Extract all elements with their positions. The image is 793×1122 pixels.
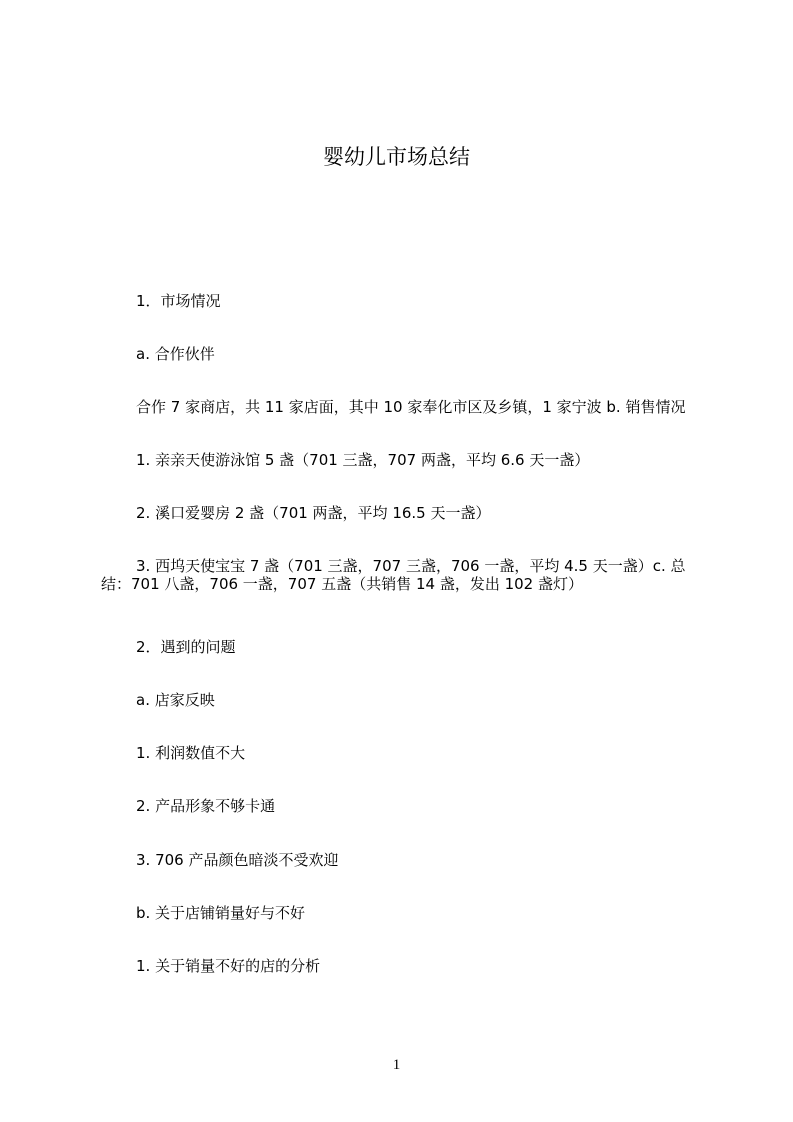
subheading-store-feedback: a. 店家反映 — [136, 691, 215, 709]
paragraph-partners-detail: 合作 7 家商店，共 11 家店面，其中 10 家奉化市区及乡镇，1 家宁波 b. 销售情况 — [136, 398, 686, 416]
list-item-store-analysis-1: 1. 关于销量不好的店的分析 — [136, 957, 321, 975]
document-title: 婴幼儿市场总结 — [323, 145, 470, 169]
subheading-store-sales: b. 关于店铺销量好与不好 — [136, 904, 306, 922]
section-heading-market: 1．市场情况 — [136, 292, 221, 310]
list-item-sales-3-summary: 3. 西坞天使宝宝 7 盏（701 三盏，707 三盏，706 一盏，平均 4.5 天一盏）c. 总结：701 八盏，706 一盏，707 五盏（共销售 14 盏，发出 102 盏灯） — [101, 557, 686, 593]
list-item-feedback-2: 2. 产品形象不够卡通 — [136, 797, 276, 815]
section-heading-problems: 2．遇到的问题 — [136, 638, 236, 656]
page-number: 1 — [392, 1057, 401, 1073]
list-item-sales-2: 2. 溪口爱婴房 2 盏（701 两盏，平均 16.5 天一盏） — [136, 504, 491, 522]
subheading-partners: a. 合作伙伴 — [136, 345, 215, 363]
list-item-feedback-1: 1. 利润数值不大 — [136, 744, 246, 762]
list-item-feedback-3: 3. 706 产品颜色暗淡不受欢迎 — [136, 851, 339, 869]
list-item-sales-1: 1. 亲亲天使游泳馆 5 盏（701 三盏，707 两盏，平均 6.6 天一盏） — [136, 451, 590, 469]
